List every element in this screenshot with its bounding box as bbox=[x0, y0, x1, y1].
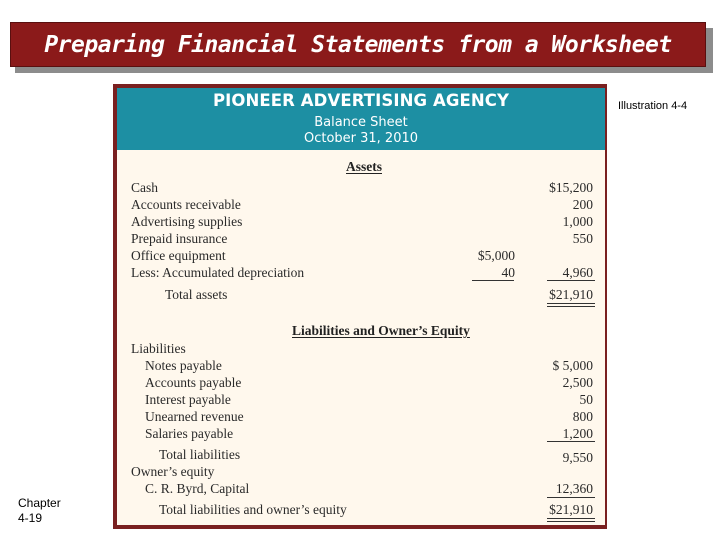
slide-title-bar bbox=[10, 22, 706, 67]
owners-equity-heading: Owner’s equity bbox=[131, 464, 215, 479]
balance-sheet bbox=[117, 88, 605, 525]
chapter-label: Chapter bbox=[18, 496, 61, 510]
capital-label: C. R. Byrd, Capital bbox=[145, 481, 250, 496]
liability-label: Interest payable bbox=[145, 392, 231, 407]
total-assets-amount: $21,910 bbox=[549, 287, 593, 302]
liability-label: Notes payable bbox=[145, 358, 222, 373]
capital-row bbox=[117, 481, 605, 498]
liability-label: Salaries payable bbox=[145, 426, 234, 441]
liability-row bbox=[117, 358, 605, 375]
statement-header bbox=[117, 88, 605, 150]
asset-subamount: $5,000 bbox=[477, 248, 515, 263]
asset-label: Advertising supplies bbox=[131, 214, 243, 229]
capital-amount: 12,360 bbox=[555, 481, 593, 496]
liability-amount: 1,200 bbox=[562, 426, 593, 441]
asset-amount: 1,000 bbox=[562, 214, 593, 229]
total-double-rule bbox=[547, 303, 595, 307]
subtotal-rule bbox=[472, 280, 514, 281]
asset-row bbox=[117, 231, 605, 248]
total-liabilities-equity-row bbox=[117, 502, 605, 519]
illustration-label: Illustration 4-4 bbox=[618, 100, 688, 112]
asset-row bbox=[117, 197, 605, 214]
company-name: PIONEER ADVERTISING AGENCY bbox=[212, 91, 510, 110]
liability-amount: $ 5,000 bbox=[552, 358, 593, 373]
equity-heading-row bbox=[117, 464, 605, 481]
slide-title: Preparing Financial Statements from a Worksheet bbox=[44, 31, 672, 58]
asset-row bbox=[117, 214, 605, 231]
assets-heading: Assets bbox=[346, 159, 382, 174]
asset-subamount: 40 bbox=[501, 265, 515, 280]
asset-row bbox=[117, 180, 605, 197]
liabilities-heading: Liabilities bbox=[131, 341, 186, 356]
liability-row bbox=[117, 392, 605, 409]
total-assets-label: Total assets bbox=[165, 287, 228, 302]
liabilities-heading-row bbox=[117, 341, 605, 358]
subtotal-rule bbox=[547, 280, 595, 281]
subtotal-rule bbox=[547, 441, 595, 442]
liability-amount: 2,500 bbox=[562, 375, 593, 390]
asset-amount: 4,960 bbox=[562, 265, 593, 280]
liability-row bbox=[117, 409, 605, 426]
asset-row bbox=[117, 248, 605, 265]
balance-sheet-frame bbox=[113, 84, 607, 529]
total-liabilities-equity-amount: $21,910 bbox=[549, 502, 593, 517]
chapter-footer bbox=[18, 496, 61, 526]
statement-name: Balance Sheet bbox=[314, 115, 408, 130]
asset-label: Office equipment bbox=[131, 248, 226, 263]
total-assets-row bbox=[117, 287, 605, 304]
chapter-page: 4-19 bbox=[18, 511, 43, 525]
total-liabilities-equity-label: Total liabilities and owner’s equity bbox=[159, 502, 347, 517]
liability-row bbox=[117, 426, 605, 443]
asset-amount: 200 bbox=[572, 197, 593, 212]
asset-amount: $15,200 bbox=[549, 180, 593, 195]
total-liabilities-row bbox=[117, 447, 605, 464]
liability-row bbox=[117, 375, 605, 392]
statement-date: October 31, 2010 bbox=[303, 131, 419, 146]
total-liabilities-label: Total liabilities bbox=[159, 447, 241, 462]
total-double-rule bbox=[547, 518, 595, 522]
liability-label: Accounts payable bbox=[145, 375, 242, 390]
liability-amount: 800 bbox=[572, 409, 593, 424]
total-liabilities-amount: 9,550 bbox=[562, 450, 593, 465]
asset-label: Accounts receivable bbox=[131, 197, 241, 212]
liability-label: Unearned revenue bbox=[145, 409, 244, 424]
asset-amount: 550 bbox=[572, 231, 593, 246]
liabilities-equity-heading: Liabilities and Owner’s Equity bbox=[292, 323, 470, 338]
asset-label: Cash bbox=[131, 180, 158, 195]
asset-row bbox=[117, 265, 605, 282]
asset-label: Prepaid insurance bbox=[131, 231, 228, 246]
liability-amount: 50 bbox=[579, 392, 593, 407]
subtotal-rule bbox=[547, 497, 595, 498]
asset-label: Less: Accumulated depreciation bbox=[131, 265, 305, 280]
